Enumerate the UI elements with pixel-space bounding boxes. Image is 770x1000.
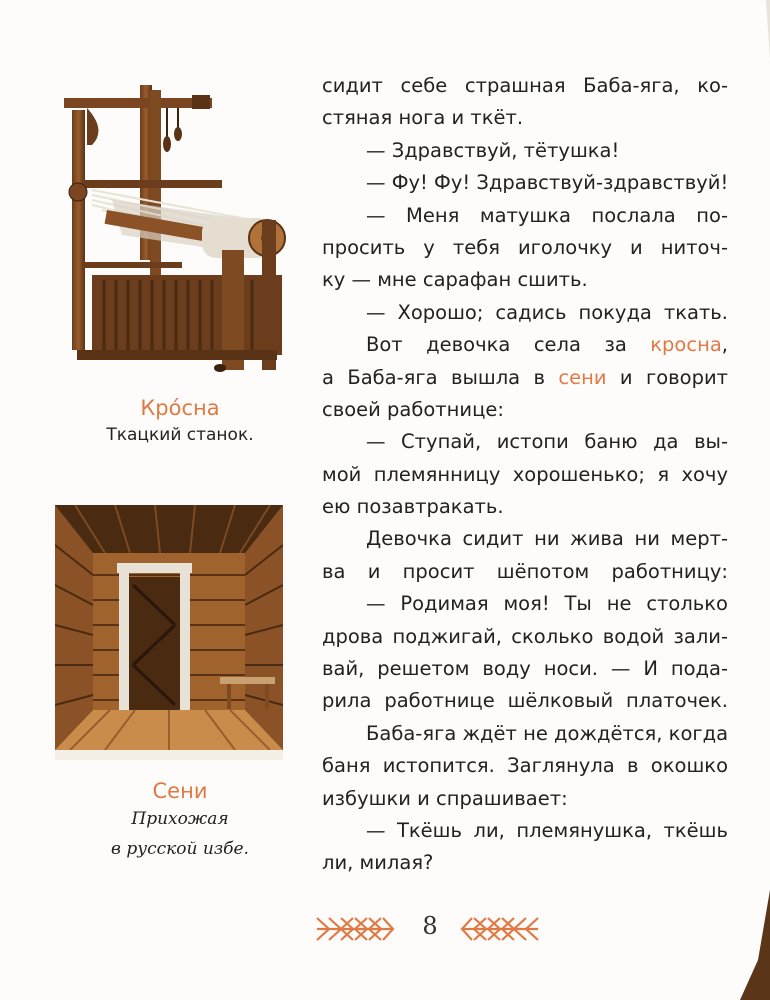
folk-ornament-right [460, 912, 540, 946]
glossary-term: Сени [152, 779, 208, 803]
story-text-fragment: , [721, 333, 728, 357]
story-line: избушки и спрашивает: [322, 786, 568, 810]
glossary-link-seni: сени [558, 365, 607, 389]
story-text-fragment: и говорит [606, 365, 728, 389]
story-line: своей работнице: [322, 397, 504, 421]
story-line: стяная нога и ткёт. [322, 106, 524, 130]
story-line: Девочка сидит ни жива ни мерт- [366, 527, 728, 551]
page-number: 8 [422, 912, 438, 940]
story-line: Баба-яга ждёт не дождётся, когда [366, 721, 728, 745]
story-line: просить у тебя иголочку и ниточ- [322, 235, 728, 259]
page-edge-decoration [740, 0, 770, 1000]
story-line: — Меня матушка послала по- [366, 203, 728, 227]
story-line: — Здравствуй, тётушка! [366, 138, 620, 162]
page-footer [315, 908, 545, 952]
story-line: ею позавтракать. [322, 495, 504, 519]
folk-ornament-left [315, 912, 395, 946]
story-line: ва и просит шёпотом работницу: [322, 559, 728, 583]
story-line: рила работнице шёлковый платочек. [322, 689, 728, 713]
story-line [322, 362, 728, 394]
story-line: — Родимая моя! Ты не столько [366, 592, 728, 616]
story-line: баня истопится. Заглянула в окошко [322, 754, 728, 778]
story-line: ли, милая? [322, 851, 434, 875]
story-line: сидит себе страшная Баба-яга, ко- [322, 74, 728, 97]
glossary-term: Кро́сна [140, 396, 220, 420]
story-line [322, 329, 728, 361]
glossary-seni [60, 778, 300, 864]
glossary-definition: Ткацкий станок. [106, 425, 254, 445]
story-line: дрова поджигай, сколько водой зали- [322, 624, 728, 648]
story-text-fragment: а Баба-яга вышла в [322, 365, 559, 389]
story-line: мой племянницу хорошенько; я хочу [322, 462, 728, 486]
loom-illustration [52, 70, 290, 380]
story-text-fragment: Вот девочка села за [366, 333, 651, 357]
story-line: вай, решетом воду носи. — И пода- [322, 657, 728, 681]
glossary-link-krosna: кросна [650, 333, 722, 357]
story-line: — Хорошо; садись покуда ткать. [366, 300, 728, 324]
glossary-loom [60, 395, 300, 449]
glossary-definition-line: Прихожая [131, 809, 229, 829]
story-line: — Фу! Фу! Здравствуй-здравствуй! [366, 171, 728, 195]
seni-illustration [55, 505, 283, 760]
story-text [322, 70, 728, 880]
story-line: — Ступай, истопи баню да вы- [366, 430, 728, 454]
glossary-definition-line: в русской избе. [111, 839, 249, 859]
story-line: — Ткёшь ли, племянушка, ткёшь [366, 818, 728, 842]
story-line: ку — мне сарафан сшить. [322, 268, 588, 292]
